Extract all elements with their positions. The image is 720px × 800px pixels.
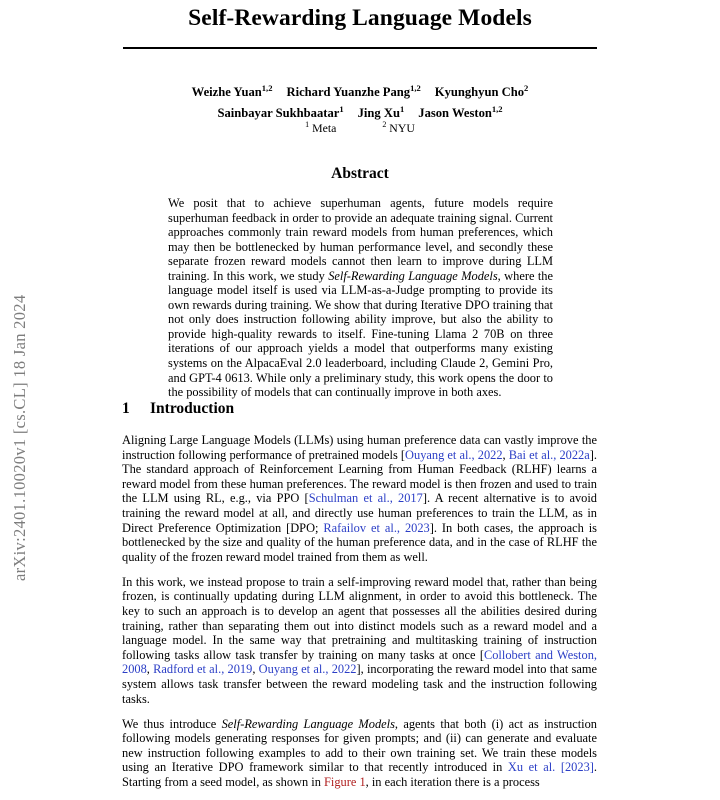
paragraph [122,575,597,706]
text-run: In this work, we instead propose to train a self-improving reward model that, rather than being frozen, is continually updating during LLM alignment, in order to avoid this bottleneck. The key to such an approach is to develop an agent that possesses all the abilities desired during training, rather than separating them out into distinct models such as a reward model and a language model. In the same way that pretraining and multitasking training of instruction following tasks allow task transfer by training on many tasks at once [ [122,574,597,662]
author-name: Jason Weston$^{1,2}$ [418,104,503,121]
abstract-heading: Abstract [331,165,389,182]
text-run: We thus introduce [122,716,222,731]
section-number: 1 [122,400,130,417]
section-title: Introduction [150,400,235,417]
affiliation-marker: 2 [382,120,387,129]
author-affiliation-marker: 1 [339,104,344,115]
emphasised-term: Self-Rewarding Language Models [221,716,395,731]
text-run: , where the language model itself is used via LLM-as-a-Judge prompting to provide its own rewards during training. We show that during Iterative DPO training that not only does instruction following ability improve, but also the ability to provide high-quality rewards to itself. Fine-tuning Llama 2 70B on three iterations of our approach yields a model that outperforms many existing systems on the AlpacaEval 2.0 leaderboard, including Claude 2, Gemini Pro, and GPT-4 0613. While only a preliminary study, this work opens the door to the possibility of models that can continually improve in both axes. [168,268,553,400]
figure-reference-link[interactable]: Figure 1 [324,775,366,790]
author-affiliation-marker: 1,2 [491,104,503,115]
paragraph [122,717,597,790]
text-run: , in each iteration there is a process [365,775,540,790]
author-affiliation-marker: 1,2 [410,83,421,93]
author-line-1 [110,80,610,101]
emphasised-term: Self-Rewarding Language Models [328,268,498,283]
author-affiliation-marker: 2 [524,83,529,93]
page-title: Self-Rewarding Language Models [188,5,532,31]
citation-link[interactable]: Bai et al., 2022a [508,447,590,462]
text-run: ], incorporating the reward model into that same system allows task transfer between the reward modeling task and the instruction following tasks. [122,662,597,706]
citation-link[interactable]: Ouyang et al., 2022 [258,662,357,677]
author-name: Weizhe Yuan$^{1,2}$ [191,83,273,100]
text-run: We posit that to achieve superhuman agents, future models require superhuman feedback in order to provide an adequate training signal. Current approaches commonly train reward models from human preferences, which may then be bottlenecked by human performance level, and secondly these separate frozen reward models cannot then learn to improve during LLM training. In this work, we study [168,196,553,283]
author-affiliation-marker: 1,2 [261,83,273,93]
text-run: , [146,662,154,677]
text-run: , [252,662,259,677]
section-body-introduction [122,433,597,800]
text-run: ]. A recent alternative is to avoid training the reward model at all, and directly use human preferences to train the LLM, as in Direct Preference Optimization [DPO; [122,491,597,535]
citation-link[interactable]: Schulman et al., 2017 [308,491,423,506]
citation-link[interactable]: Xu et al. [2023] [507,760,594,775]
text-run: , [502,447,509,462]
author-name: Richard Yuanzhe Pang$^{1,2}$ [286,83,421,100]
author-list [110,80,610,122]
author-name: Sainbayar Sukhbaatar$^1$ [217,104,344,121]
author-affiliation-marker: 1 [399,104,405,115]
text-run: ]. In both cases, the approach is bottlenecked by the size and quality of the human preference data, and in the case of RLHF the quality of the frozen reward model trained from them as well. [122,520,597,564]
affiliation-entry: $^2$ NYU [382,120,415,135]
affiliation-list [110,120,610,136]
affiliation-entry: $^1$ Meta [305,120,337,135]
citation-link[interactable]: Collobert and Weston, 2008 [122,647,597,677]
text-run: ]. The standard approach of Reinforcement Learning from Human Feedback (RLHF) learns a reward model from these human preferences. The reward model is then frozen and used to train the LLM using RL, e.g., via PPO [ [122,447,597,506]
text-run: , agents that both (i) act as instruction following models generating responses for given prompts; and (ii) can generate and evaluate new instruction following examples to add to their own training set. We train these models using an Iterative DPO framework similar to that recently introduced in [122,716,597,775]
affiliation-marker: 1 [305,120,310,129]
text-run: Aligning Large Language Models (LLMs) using human preference data can vastly improve the instruction following performance of pretrained models [ [122,433,597,462]
abstract-body [168,196,553,400]
author-name: Kyunghyun Cho$^2$ [434,83,529,100]
citation-link[interactable]: Ouyang et al., 2022 [405,447,503,462]
arxiv-identifier-stamp: arXiv:2401.10020v1 [cs.CL] 18 Jan 2024 [10,294,29,581]
citation-link[interactable]: Rafailov et al., 2023 [323,520,430,535]
title-divider [123,47,597,49]
text-run: . Starting from a seed model, as shown in [122,760,598,790]
author-name: Jing Xu$^1$ [357,104,405,121]
citation-link[interactable]: Radford et al., 2019 [153,662,253,677]
section-heading-introduction [122,400,234,418]
paragraph [122,433,597,564]
